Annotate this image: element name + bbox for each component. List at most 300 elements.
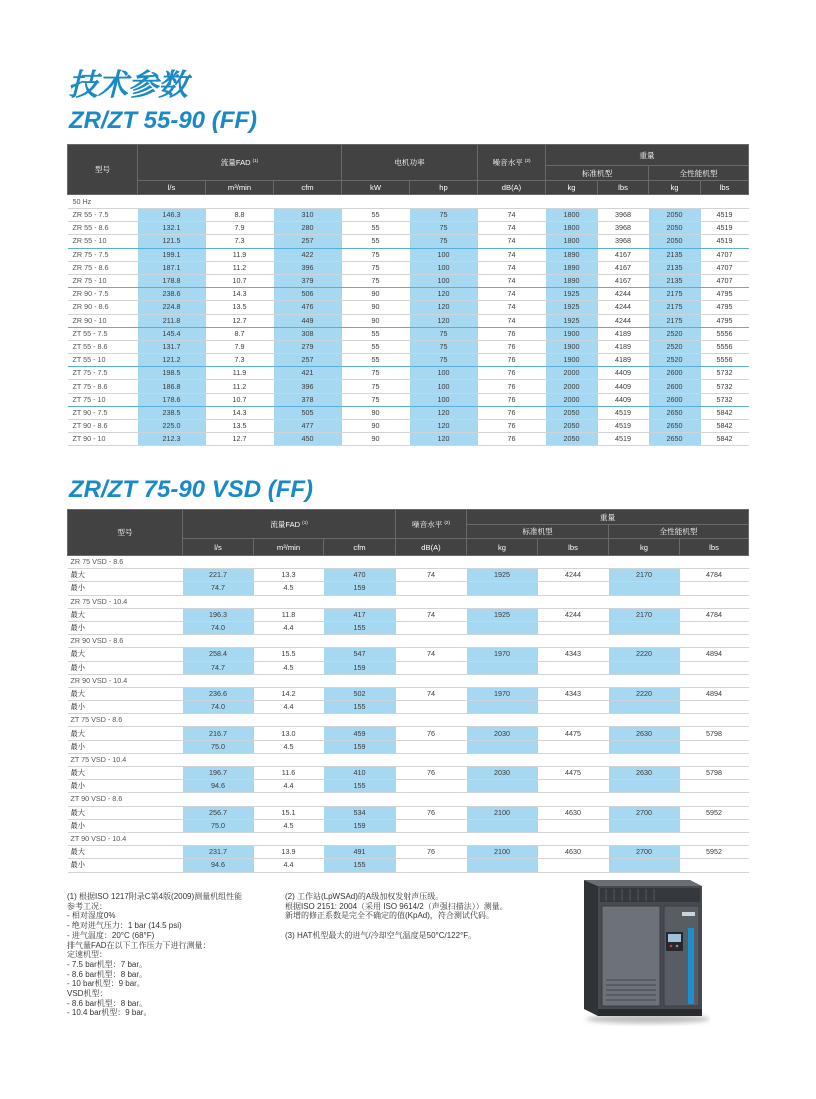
header-noise <box>396 510 467 539</box>
value-cell: 74.7 <box>183 661 254 674</box>
value-cell: 5842 <box>701 433 749 446</box>
value-cell: 75 <box>342 248 410 261</box>
model-group-label: ZR 90 VSD - 10.4 <box>68 674 749 687</box>
value-cell: 231.7 <box>183 846 254 859</box>
table1-heading: ZR/ZT 55-90 (FF) <box>69 107 258 134</box>
value-cell: 5556 <box>701 354 749 367</box>
value-cell <box>609 621 680 634</box>
table-row <box>68 406 749 419</box>
value-cell: 74.7 <box>183 582 254 595</box>
value-cell: 2700 <box>609 846 680 859</box>
value-cell: 238.5 <box>138 406 206 419</box>
value-cell: 211.8 <box>138 314 206 327</box>
cabinet-side <box>584 880 598 1016</box>
table-row <box>68 420 749 433</box>
value-cell: 196.3 <box>183 608 254 621</box>
min-row <box>68 661 749 674</box>
value-cell <box>467 701 538 714</box>
value-cell <box>609 780 680 793</box>
value-cell: 506 <box>274 288 342 301</box>
value-cell: 199.1 <box>138 248 206 261</box>
value-cell: 75 <box>342 393 410 406</box>
value-cell: 55 <box>342 209 410 222</box>
value-cell: 5842 <box>701 420 749 433</box>
spec-table-fixed-speed <box>67 144 749 446</box>
value-cell: 90 <box>342 314 410 327</box>
table2-heading: ZR/ZT 75-90 VSD (FF) <box>69 476 314 503</box>
value-cell: 12.7 <box>206 433 274 446</box>
footnote-1 <box>67 892 242 1018</box>
min-row <box>68 582 749 595</box>
value-cell <box>538 740 609 753</box>
value-cell <box>467 582 538 595</box>
value-cell: 120 <box>410 314 478 327</box>
value-cell: 14.2 <box>254 687 324 700</box>
value-cell: 75 <box>410 354 478 367</box>
value-cell: 449 <box>274 314 342 327</box>
row-label: 最小 <box>68 819 183 832</box>
value-cell: 2170 <box>609 569 680 582</box>
header-row <box>68 145 749 166</box>
row-label: 最大 <box>68 648 183 661</box>
value-cell: 257 <box>274 235 342 248</box>
value-cell: 2600 <box>649 380 701 393</box>
value-cell: 396 <box>274 380 342 393</box>
value-cell: 4244 <box>538 569 609 582</box>
max-row <box>68 846 749 859</box>
header-weight-standard: 标准机型 <box>467 525 609 539</box>
value-cell <box>680 701 749 714</box>
value-cell: 100 <box>410 367 478 380</box>
footnote-line: 新增的修正系数是完全不确定的值(KpAd)，符合测试代码。 <box>285 911 494 921</box>
max-row <box>68 648 749 661</box>
value-cell: 7.9 <box>206 222 274 235</box>
value-cell: 76 <box>396 806 467 819</box>
unit-header: kg <box>649 181 701 195</box>
page-title: 技术参数 <box>68 69 188 102</box>
value-cell: 76 <box>478 340 546 353</box>
value-cell: 76 <box>478 393 546 406</box>
value-cell: 13.9 <box>254 846 324 859</box>
value-cell: 4189 <box>598 354 649 367</box>
row-label: 最小 <box>68 661 183 674</box>
table-row <box>68 380 749 393</box>
table-row <box>68 314 749 327</box>
value-cell: 2135 <box>649 248 701 261</box>
value-cell: 74 <box>478 301 546 314</box>
value-cell <box>396 621 467 634</box>
value-cell: 2100 <box>467 806 538 819</box>
value-cell: 1925 <box>467 608 538 621</box>
value-cell: 2050 <box>546 406 598 419</box>
control-button <box>676 945 679 948</box>
header-motor-power: 电机功率 <box>342 145 478 181</box>
left-door-panel <box>602 906 660 1006</box>
value-cell: 155 <box>324 859 396 872</box>
value-cell: 1925 <box>546 301 598 314</box>
value-cell: 90 <box>342 433 410 446</box>
footnote-line: VSD机型： <box>67 989 108 999</box>
min-row <box>68 621 749 634</box>
footnote-line: - 10.4 bar机型：9 bar。 <box>67 1008 152 1018</box>
value-cell: 4409 <box>598 367 649 380</box>
value-cell: 4784 <box>680 608 749 621</box>
value-cell: 4894 <box>680 687 749 700</box>
value-cell: 422 <box>274 248 342 261</box>
value-cell <box>467 780 538 793</box>
value-cell: 1890 <box>546 248 598 261</box>
value-cell: 1890 <box>546 274 598 287</box>
value-cell: 4343 <box>538 648 609 661</box>
value-cell: 1970 <box>467 687 538 700</box>
value-cell: 224.8 <box>138 301 206 314</box>
value-cell: 55 <box>342 327 410 340</box>
value-cell: 12.7 <box>206 314 274 327</box>
value-cell: 4795 <box>701 288 749 301</box>
value-cell: 74 <box>478 248 546 261</box>
value-cell: 94.6 <box>183 780 254 793</box>
value-cell: 4630 <box>538 846 609 859</box>
value-cell: 10.7 <box>206 274 274 287</box>
model-cell: ZR 90 - 7.5 <box>68 288 138 301</box>
value-cell: 459 <box>324 727 396 740</box>
footnote-line: 参考工况： <box>67 901 107 911</box>
value-cell: 5952 <box>680 846 749 859</box>
min-row <box>68 701 749 714</box>
value-cell: 1800 <box>546 235 598 248</box>
value-cell: 76 <box>478 420 546 433</box>
value-cell: 1900 <box>546 354 598 367</box>
value-cell: 74.0 <box>183 621 254 634</box>
row-label: 最大 <box>68 846 183 859</box>
header-row <box>68 510 749 525</box>
value-cell <box>396 701 467 714</box>
value-cell: 120 <box>410 406 478 419</box>
header-noise-label: 噪音水平 <box>412 519 443 529</box>
value-cell: 74 <box>478 314 546 327</box>
footnote-line: - 绝对进气压力：1 bar (14.5 psi) <box>67 921 182 931</box>
header-weight-full: 全性能机型 <box>609 525 749 539</box>
footnote-line: 根据ISO 2151: 2004（采用 ISO 9614/2（声强扫描法））测量。 <box>285 901 508 911</box>
value-cell <box>680 582 749 595</box>
value-cell <box>680 661 749 674</box>
table-row <box>68 248 749 261</box>
value-cell: 2000 <box>546 367 598 380</box>
value-cell: 10.7 <box>206 393 274 406</box>
footnote-line: - 进气温度：20°C (68°F) <box>67 930 155 940</box>
value-cell: 146.3 <box>138 209 206 222</box>
value-cell: 178.8 <box>138 274 206 287</box>
unit-header: m³/min <box>206 181 274 195</box>
value-cell: 2050 <box>649 209 701 222</box>
value-cell: 75 <box>410 235 478 248</box>
value-cell: 417 <box>324 608 396 621</box>
value-cell: 4167 <box>598 248 649 261</box>
header-weight-full: 全性能机型 <box>649 166 749 181</box>
table-row <box>68 288 749 301</box>
value-cell: 132.1 <box>138 222 206 235</box>
value-cell: 159 <box>324 661 396 674</box>
header-units-row <box>68 181 749 195</box>
value-cell: 3968 <box>598 222 649 235</box>
value-cell: 7.9 <box>206 340 274 353</box>
value-cell: 4.5 <box>254 661 324 674</box>
value-cell: 121.5 <box>138 235 206 248</box>
value-cell: 1925 <box>546 288 598 301</box>
value-cell: 2135 <box>649 274 701 287</box>
value-cell <box>609 661 680 674</box>
model-group-row <box>68 714 749 727</box>
value-cell: 75 <box>342 261 410 274</box>
value-cell: 280 <box>274 222 342 235</box>
unit-header: dB(A) <box>396 539 467 556</box>
model-group-label: ZT 75 VSD - 10.4 <box>68 753 749 766</box>
value-cell <box>467 621 538 634</box>
header-noise-label: 噪音水平 <box>492 158 523 167</box>
unit-header: m³/min <box>254 539 324 556</box>
value-cell: 1900 <box>546 327 598 340</box>
value-cell: 4795 <box>701 314 749 327</box>
value-cell: 14.3 <box>206 406 274 419</box>
footnote-line: 定速机型： <box>67 950 107 960</box>
model-group-label: ZT 75 VSD - 8.6 <box>68 714 749 727</box>
footnote-2-3 <box>285 892 508 941</box>
value-cell: 74 <box>396 687 467 700</box>
value-cell: 4.4 <box>254 621 324 634</box>
value-cell: 76 <box>478 354 546 367</box>
value-cell: 74 <box>396 608 467 621</box>
unit-header: kg <box>467 539 538 556</box>
value-cell: 547 <box>324 648 396 661</box>
value-cell: 2030 <box>467 727 538 740</box>
value-cell: 1890 <box>546 261 598 274</box>
table-row <box>68 340 749 353</box>
value-cell: 74 <box>396 648 467 661</box>
value-cell: 1925 <box>546 314 598 327</box>
value-cell <box>609 859 680 872</box>
value-cell: 4244 <box>598 288 649 301</box>
value-cell: 75 <box>410 222 478 235</box>
model-cell: ZT 90 - 7.5 <box>68 406 138 419</box>
value-cell: 75 <box>342 380 410 393</box>
value-cell: 159 <box>324 740 396 753</box>
value-cell: 145.4 <box>138 327 206 340</box>
table-row <box>68 301 749 314</box>
value-cell: 505 <box>274 406 342 419</box>
value-cell <box>396 582 467 595</box>
value-cell: 76 <box>478 406 546 419</box>
row-label: 最小 <box>68 859 183 872</box>
value-cell: 4707 <box>701 248 749 261</box>
row-label: 最小 <box>68 621 183 634</box>
value-cell: 4189 <box>598 327 649 340</box>
value-cell: 55 <box>342 354 410 367</box>
value-cell: 196.7 <box>183 767 254 780</box>
value-cell <box>396 661 467 674</box>
header-fad <box>183 510 396 539</box>
value-cell: 502 <box>324 687 396 700</box>
model-cell: ZR 55 - 7.5 <box>68 209 138 222</box>
value-cell: 55 <box>342 340 410 353</box>
value-cell: 74 <box>478 235 546 248</box>
value-cell: 75.0 <box>183 819 254 832</box>
value-cell: 4.5 <box>254 740 324 753</box>
value-cell: 75.0 <box>183 740 254 753</box>
value-cell: 55 <box>342 235 410 248</box>
model-cell: ZR 75 - 10 <box>68 274 138 287</box>
unit-header: lbs <box>680 539 749 556</box>
value-cell: 2050 <box>546 433 598 446</box>
value-cell: 14.3 <box>206 288 274 301</box>
value-cell: 5732 <box>701 367 749 380</box>
value-cell: 2630 <box>609 727 680 740</box>
value-cell: 2175 <box>649 314 701 327</box>
value-cell: 11.2 <box>206 261 274 274</box>
unit-header: kg <box>546 181 598 195</box>
min-row <box>68 859 749 872</box>
value-cell: 4167 <box>598 261 649 274</box>
table2-header <box>68 510 749 556</box>
value-cell: 90 <box>342 301 410 314</box>
value-cell <box>396 819 467 832</box>
value-cell: 2000 <box>546 380 598 393</box>
value-cell: 159 <box>324 582 396 595</box>
value-cell: 5798 <box>680 767 749 780</box>
value-cell <box>467 859 538 872</box>
header-weight: 重量 <box>546 145 749 166</box>
footnote-line: - 7.5 bar机型：7 bar。 <box>67 959 148 969</box>
value-cell <box>538 582 609 595</box>
row-label: 最小 <box>68 780 183 793</box>
header-fad-label: 流量FAD <box>220 158 251 167</box>
value-cell: 186.8 <box>138 380 206 393</box>
value-cell: 4784 <box>680 569 749 582</box>
value-cell: 4519 <box>701 209 749 222</box>
value-cell: 90 <box>342 406 410 419</box>
value-cell: 4519 <box>598 433 649 446</box>
value-cell: 2175 <box>649 288 701 301</box>
model-group-row <box>68 635 749 648</box>
value-cell: 5842 <box>701 406 749 419</box>
max-row <box>68 767 749 780</box>
value-cell: 4894 <box>680 648 749 661</box>
value-cell: 4707 <box>701 274 749 287</box>
row-label: 最小 <box>68 740 183 753</box>
value-cell: 90 <box>342 420 410 433</box>
value-cell <box>680 859 749 872</box>
row-label: 最大 <box>68 687 183 700</box>
value-cell: 100 <box>410 380 478 393</box>
value-cell: 470 <box>324 569 396 582</box>
value-cell: 8.7 <box>206 327 274 340</box>
value-cell: 2050 <box>649 222 701 235</box>
value-cell: 4244 <box>598 314 649 327</box>
value-cell: 120 <box>410 288 478 301</box>
header-weight: 重量 <box>467 510 749 525</box>
table-row <box>68 433 749 446</box>
value-cell: 15.1 <box>254 806 324 819</box>
footnote-line: 排气量FAD在以下工作压力下进行测量： <box>67 940 211 950</box>
value-cell: 76 <box>478 367 546 380</box>
value-cell: 4519 <box>598 420 649 433</box>
value-cell: 476 <box>274 301 342 314</box>
model-group-row <box>68 556 749 569</box>
header-weight-standard: 标准机型 <box>546 166 649 181</box>
model-cell: ZT 55 - 10 <box>68 354 138 367</box>
value-cell: 74 <box>478 261 546 274</box>
header-fad-label: 流量FAD <box>270 519 301 529</box>
value-cell: 74 <box>478 209 546 222</box>
value-cell: 13.5 <box>206 301 274 314</box>
value-cell: 75 <box>410 327 478 340</box>
value-cell: 74 <box>478 288 546 301</box>
unit-header: dB(A) <box>478 181 546 195</box>
value-cell: 2135 <box>649 261 701 274</box>
value-cell <box>609 701 680 714</box>
model-group-label: ZT 90 VSD - 10.4 <box>68 832 749 845</box>
value-cell <box>467 819 538 832</box>
model-group-label: ZR 75 VSD - 10.4 <box>68 595 749 608</box>
footnote-ref-1: (1) <box>252 158 259 163</box>
value-cell: 2100 <box>467 846 538 859</box>
value-cell: 2600 <box>649 367 701 380</box>
header-model: 型号 <box>68 510 183 556</box>
value-cell: 2220 <box>609 687 680 700</box>
value-cell: 76 <box>396 846 467 859</box>
value-cell: 410 <box>324 767 396 780</box>
value-cell <box>467 661 538 674</box>
value-cell: 8.8 <box>206 209 274 222</box>
value-cell: 2650 <box>649 433 701 446</box>
max-row <box>68 569 749 582</box>
value-cell: 4244 <box>538 608 609 621</box>
table-row <box>68 327 749 340</box>
footnote-ref-2: (2) <box>524 158 531 163</box>
unit-header: lbs <box>538 539 609 556</box>
value-cell: 1800 <box>546 209 598 222</box>
value-cell: 421 <box>274 367 342 380</box>
value-cell: 4.4 <box>254 701 324 714</box>
value-cell: 5556 <box>701 340 749 353</box>
value-cell: 491 <box>324 846 396 859</box>
value-cell <box>538 701 609 714</box>
value-cell: 15.5 <box>254 648 324 661</box>
value-cell: 2050 <box>546 420 598 433</box>
value-cell: 120 <box>410 420 478 433</box>
value-cell: 76 <box>478 433 546 446</box>
value-cell: 2520 <box>649 340 701 353</box>
model-group-label: ZT 90 VSD - 8.6 <box>68 793 749 806</box>
value-cell <box>680 621 749 634</box>
unit-header: kg <box>609 539 680 556</box>
value-cell: 76 <box>478 380 546 393</box>
value-cell: 155 <box>324 780 396 793</box>
model-group-row <box>68 753 749 766</box>
footnote-ref-2: (2) <box>444 519 451 525</box>
model-cell: ZR 90 - 10 <box>68 314 138 327</box>
model-group-row <box>68 674 749 687</box>
value-cell <box>609 582 680 595</box>
model-group-row <box>68 793 749 806</box>
value-cell: 212.3 <box>138 433 206 446</box>
max-row <box>68 608 749 621</box>
value-cell: 4795 <box>701 301 749 314</box>
table-row <box>68 354 749 367</box>
model-group-row <box>68 595 749 608</box>
value-cell: 11.9 <box>206 367 274 380</box>
value-cell: 5556 <box>701 327 749 340</box>
value-cell: 131.7 <box>138 340 206 353</box>
